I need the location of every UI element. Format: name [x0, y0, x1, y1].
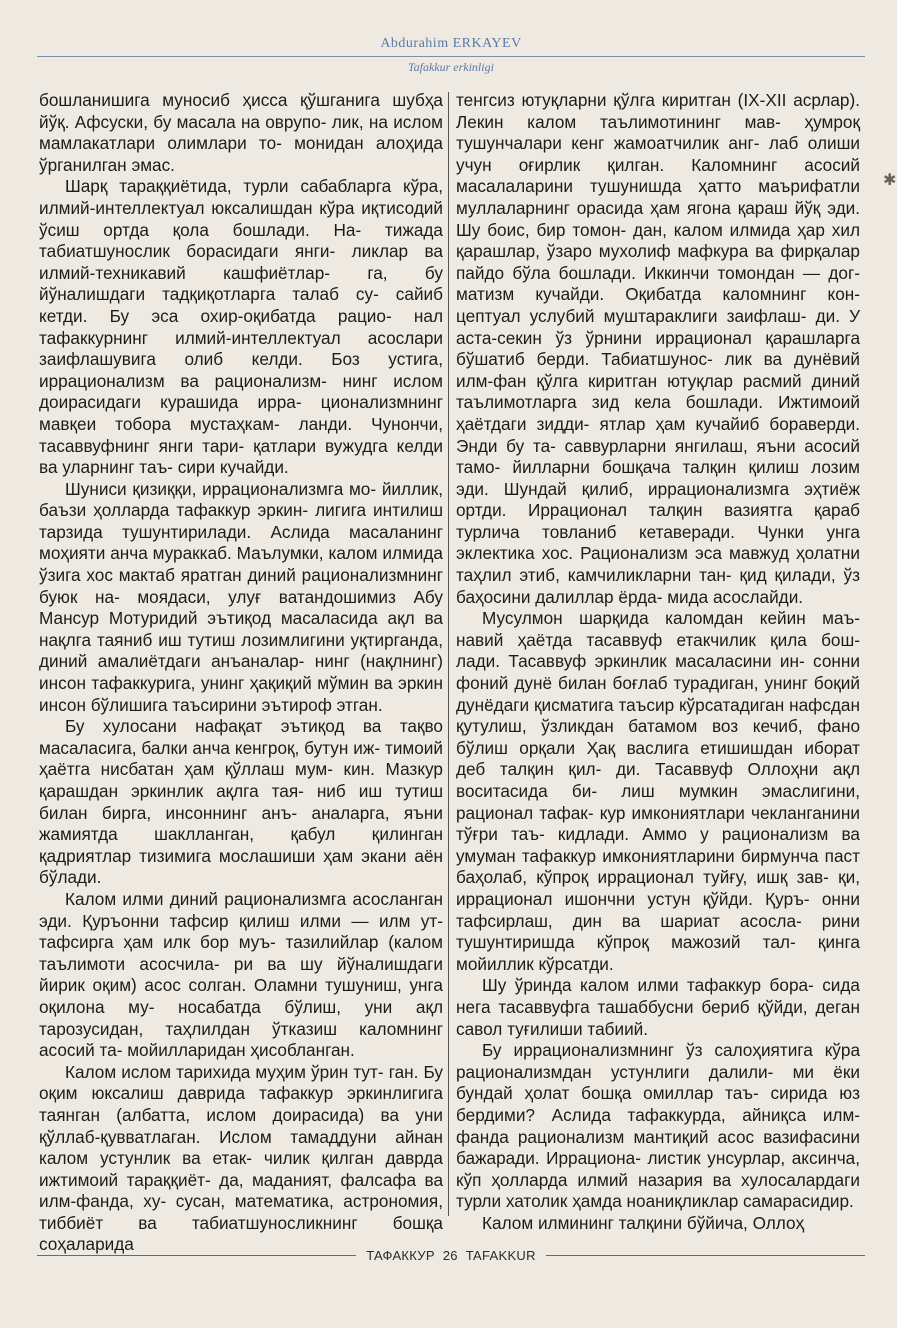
running-footer: [37, 1248, 865, 1263]
paragraph: Шу ўринда калом илми тафаккур бора- сида нега тасаввуфга ташаббусни бериб қўйди, деган савол туғилиши табиий.: [456, 975, 860, 1039]
footer-right-word: TAFAKKUR: [465, 1248, 536, 1263]
paragraph: тенгсиз ютуқларни қўлга киритган (IX-XII асрлар). Лекин калом таълимотининг мав- ҳумроқ тушунчалари кенг жамоатчилик анг- лаб олиши учун оғирлик қилган. Каломнинг асосий масалаларини тушунишда ҳатто маърифатли муллаларнинг орасида ҳам ягона қараш йўқ эди. Шу боис, бир томон- дан, калом илмида ҳар хил қарашлар, ўзаро мухолиф мафкура ва фирқалар пайдо бўла бошлади. Иккинчи томондан — дог- матизм кучайди. Оқибатда каломнинг кон- цептуал услубий муштараклиги заифлаш- ди. У аста-секин ўз ўрнини иррационал қарашларга бўшатиб берди. Табиатшунос- лик ва дунёвий илм-фан қўлга киритган ютуқлар расмий диний таълимотларга зид кела бошлади. Ижтимоий ҳаётдаги зидди- ятлар ҳам кучайиб бораверди. Энди бу та- саввурларни янгилаш, яъни асосий тамо- йилларни бошқача талқин қилиш лозим эди. Шундай қилиб, иррационализмга эҳтиёж ортди. Иррационал талқин вазиятга қараб турлича товланиб кетаверади. Чунки унга эклектика хос. Рационализм эса мавжуд ҳолатни таҳлил этиб, камчиликларни тан- қид қилади, ўз баҳосини далиллар ёрда- мида асослайди.: [456, 90, 860, 607]
footer-left-word: ТАФАККУР: [366, 1248, 435, 1263]
paragraph: Шарқ тараққиётида, турли сабабларга кўра, илмий-интеллектуал юксалишдан кўра иқтисодий ўсиш ортда қола бошлади. На- тижада табиатшунослик борасидаги янги- ликлар ва илмий-техникавий кашфиётлар- га, бу йўналишдаги тадқиқотларга талаб су- сайиб кетди. Бу эса охир-оқибатда рацио- нал тафаккурнинг илмий-интеллектуал асослари заифлашувига олиб келди. Боз устига, иррационализм ва рационализм- нинг ислом доирасидаги курашида ирра- ционализмнинг мавқеи тобора мустаҳкам- ланди. Чунончи, тасаввуфнинг янги тари- қатлари вужудга келди ва уларнинг таъ- сири кучайди.: [39, 176, 443, 478]
paragraph: Бу хулосани нафақат эътиқод ва тақво масаласига, балки анча кенгроқ, бутун иж- тимоий ҳаётга нисбатан ҳам қўллаш мум- кин. Мазкур қарашдан эркинлик ақлга тая- ниб иш тутиш билан бирга, инсоннинг анъ- аналарга, яъни жамиятда шаклланган, қабул қилинган қадриятлар тизимига мослашиши ҳам экани аён бўлади.: [39, 716, 443, 888]
paragraph: Калом илмининг талқини бўйича, Оллоҳ: [482, 1212, 805, 1233]
footer-label: [356, 1248, 546, 1263]
paragraph: Шуниси қизиққи, иррационализмга мо- йиллик, баъзи ҳолларда тафаккур эркин- лигига интилиш тарзида тушунтирилади. Аслида масаланинг моҳияти анча мураккаб. Маълумки, калом илмида ўзига хос мактаб яратган диний рационализмнинг буюк на- моядаси, улуғ ватандошимиз Абу Мансур Мотуридий эътиқод масаласида ақл ва нақлга таяниб иш тутиш лозимлигини уқтирганда, диний амалиётдаги анъаналар- нинг (нақлнинг) инсон тафаккурига, унинг ҳақиқий мўмин ва эркин инсон бўлишига таъсирини эътироф этган.: [39, 478, 443, 715]
paragraph: бошланишига муносиб ҳисса қўшганига шубҳа йўқ. Афсуски, бу масала на оврупо- лик, на ислом мамлакатлари олимлари то- монидан алоҳида ўрганилган эмас.: [39, 90, 443, 175]
header-author: Abdurahim ERKAYEV: [380, 36, 522, 51]
footer-rule-left: [37, 1255, 356, 1256]
paragraph: Калом ислом тарихида муҳим ўрин тут- ган. Бу оқим юксалиш даврида тафаккур эркинлигига таянган (албатта, ислом доирасида) ва уни қўллаб-қувватлаган. Ислом тамаддуни айнан калом устунлик ва етак- чилик қилган даврда ижтимоий тараққиёт- да, маданият, фалсафа ва илм-фанда, ху- сусан, математика, астрономия, тиббиёт ва табиатшуносликнинг бошқа соҳаларида: [39, 1061, 443, 1255]
margin-mark-icon: ✱: [883, 172, 897, 189]
left-column: [39, 90, 443, 1255]
column-divider: [448, 92, 449, 1216]
page-number: 26: [442, 1248, 458, 1263]
header-rule: [37, 56, 865, 57]
header-subtitle: Tafakkur erkinligi: [408, 60, 494, 74]
running-header: [37, 36, 865, 75]
right-column: [456, 90, 860, 1233]
footer-rule-right: [546, 1255, 865, 1256]
paragraph: Бу иррационализмнинг ўз салоҳиятига кўра рационализмдан устунлиги далили- ми ёки бундай ҳолат бошқа омиллар таъ- сирида юз бердими? Аслида тафаккурда, айниқса илм-фанда рационализм мантиқий асос вазифасини бажаради. Иррациона- листик унсурлар, аксинча, кўп ҳолларда илмий назария ва хулосалардаги турли хатолик ҳамда ноаниқликлар самарасидир.: [456, 1040, 860, 1212]
paragraph: Калом илми диний рационализмга асосланган эди. Қуръонни тафсир қилиш илми — илм ут-тафсирга ҳам илк бор муъ- тазилийлар (калом таълимоти асосчила- ри ва шу йўналишдаги йирик оқим) асос солган. Оламни тушуниш, унга оқилона му- носабатда бўлиш, уни ақл тарозусидан, таҳлилдан ўтказиш каломнинг асосий та- мойилларидан ҳисобланган.: [39, 888, 443, 1061]
paragraph: Мусулмон шарқида каломдан кейин маъ- навий ҳаётда тасаввуф етакчилик қила бош- лади. Тасаввуф эркинлик масаласини ин- сонни фоний дунё билан боғлаб турадиган, унинг боқий дунёдаги қисматига таъсир кўрсатадиган нафсдан қутулиш, ўзликдан батамом воз кечиб, фано бўлиш орқали Ҳақ васлига етишишдан иборат деб талқин қил- ди. Тасаввуф Оллоҳни ақл воситасида би- лиш мумкин эмаслигини, рационал тафак- кур имкониятлари чекланганини тўғри таъ- кидлади. Аммо у рационализм ва умуман тафаккур имкониятларини бирмунча паст баҳолаб, кўпроқ иррационал туйғу, ишқ зав- қи, иррационал ишончни устун қўйди. Қуръ- онни тафсирлаш, дин ва шариат асосла- рини тушунтиришда кўпроқ мажозий тал- қинга мойиллик кўрсатди.: [456, 608, 860, 974]
